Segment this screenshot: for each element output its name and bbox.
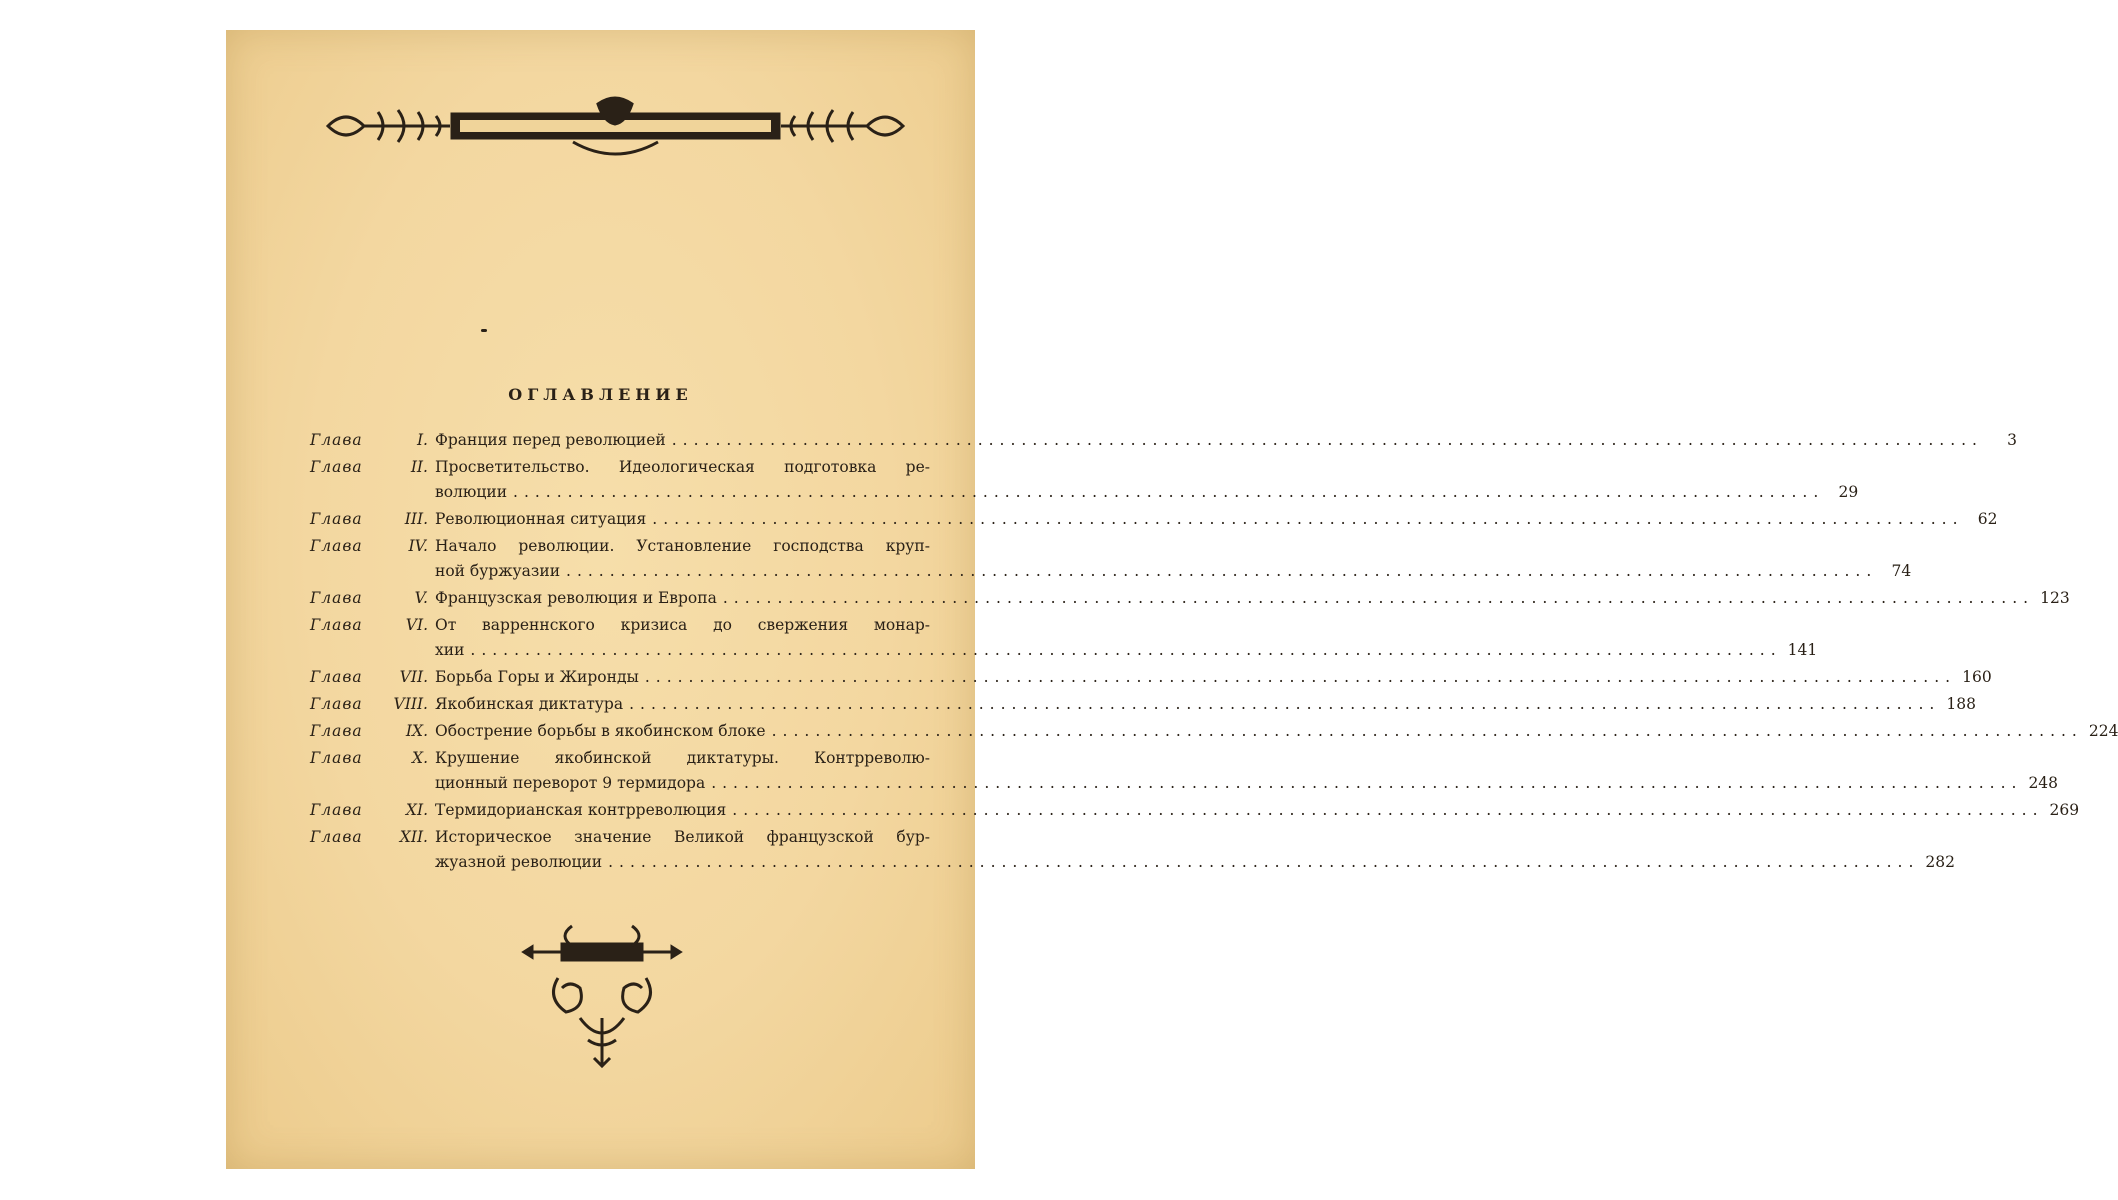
toc-entry-line bbox=[310, 746, 930, 771]
ink-speck bbox=[481, 329, 487, 332]
chapter-title-with-leader bbox=[435, 771, 2059, 796]
book-page bbox=[226, 30, 2118, 1169]
dot-leader: ........................................................................................................................ bbox=[671, 431, 1983, 449]
chapter-word: Глава bbox=[310, 722, 363, 740]
chapter-number: IX. bbox=[405, 722, 428, 740]
toc-entry-line bbox=[310, 586, 2070, 611]
dot-leader: ........................................................................................................................ bbox=[722, 589, 2035, 607]
toc-entry bbox=[310, 455, 1859, 507]
chapter-title: ционный переворот 9 термидора bbox=[435, 774, 706, 792]
dot-leader: ........................................................................................................................ bbox=[652, 510, 1964, 528]
dot-leader: ........................................................................................................................ bbox=[771, 722, 2083, 740]
page-number: 224 bbox=[2088, 722, 2118, 740]
chapter-number: III. bbox=[404, 510, 428, 528]
chapter-title-with-leader bbox=[435, 850, 1955, 875]
toc-entry-line bbox=[310, 480, 1859, 505]
page-number: 282 bbox=[1925, 853, 1955, 871]
chapter-word: Глава bbox=[310, 668, 363, 686]
entry-spacer bbox=[310, 875, 930, 877]
dot-leader: ........................................................................................................................ bbox=[644, 668, 1957, 686]
chapter-title-with-leader bbox=[435, 507, 1998, 532]
chapter-title: Революционная ситуация bbox=[435, 510, 647, 528]
chapter-title: Обострение борьбы в якобинском блоке bbox=[435, 722, 766, 740]
toc-entry bbox=[310, 613, 1818, 665]
chapter-word: Глава bbox=[310, 801, 363, 819]
page-number: 3 bbox=[2007, 431, 2017, 449]
chapter-number: XII. bbox=[399, 828, 428, 846]
toc-entry-line bbox=[310, 665, 1992, 690]
chapter-title: Историческое значение Великой французской бур- bbox=[435, 828, 930, 846]
toc-entry-line bbox=[310, 613, 930, 638]
chapter-title-with-leader bbox=[435, 719, 2118, 744]
chapter-title: Борьба Горы и Жиронды bbox=[435, 668, 639, 686]
chapter-title-with-leader bbox=[435, 638, 1818, 663]
chapter-word: Глава bbox=[310, 431, 363, 449]
chapter-title-with-leader bbox=[435, 798, 2080, 823]
chapter-word: Глава bbox=[310, 695, 363, 713]
toc-entry-line bbox=[310, 559, 1912, 584]
page-number: 74 bbox=[1891, 562, 1912, 580]
chapter-title: От варреннского кризиса до свержения монар- bbox=[435, 616, 930, 634]
page-number: 123 bbox=[2040, 589, 2070, 607]
toc-entry-line bbox=[310, 507, 1998, 532]
toc-entry-line bbox=[310, 825, 930, 850]
chapter-title-with-leader bbox=[435, 692, 1976, 717]
page-number: 62 bbox=[1977, 510, 1998, 528]
page-number: 248 bbox=[2028, 774, 2059, 792]
chapter-word: Глава bbox=[310, 749, 363, 767]
chapter-title-with-leader bbox=[435, 586, 2070, 611]
toc-entry bbox=[310, 665, 1992, 692]
chapter-number: XI. bbox=[405, 801, 428, 819]
chapter-title: Франция перед революцией bbox=[435, 431, 666, 449]
chapter-number: I. bbox=[416, 431, 428, 449]
dot-leader: ........................................................................................................................ bbox=[732, 801, 2044, 819]
page-number: 141 bbox=[1787, 641, 1818, 659]
chapter-title: хии bbox=[435, 641, 465, 659]
dot-leader: ........................................................................................................................ bbox=[711, 774, 2023, 792]
toc-entry bbox=[310, 719, 2118, 746]
chapter-title: волюции bbox=[435, 483, 508, 501]
dot-leader: ........................................................................................................................ bbox=[566, 562, 1878, 580]
chapter-title: жуазной революции bbox=[435, 853, 603, 871]
page-number: 269 bbox=[2049, 801, 2080, 819]
toc-entry-line bbox=[310, 771, 2059, 796]
page-number: 188 bbox=[1946, 695, 1976, 713]
toc-entry bbox=[310, 692, 1976, 719]
toc-entry-line bbox=[310, 428, 2017, 453]
chapter-number: VII. bbox=[399, 668, 428, 686]
toc-entry bbox=[310, 534, 1912, 586]
chapter-title: Просветительство. Идеологическая подготовка ре- bbox=[435, 458, 930, 476]
toc-entry-line bbox=[310, 850, 1955, 875]
chapter-word: Глава bbox=[310, 458, 363, 476]
chapter-title: Французская революция и Европа bbox=[435, 589, 717, 607]
toc-entry-line bbox=[310, 798, 2080, 823]
bottom-ornament-icon bbox=[522, 918, 682, 1068]
chapter-title: Термидорианская контрреволюция bbox=[435, 801, 727, 819]
chapter-word: Глава bbox=[310, 828, 363, 846]
chapter-title: ной буржуазии bbox=[435, 562, 561, 580]
dot-leader: ........................................................................................................................ bbox=[629, 695, 1941, 713]
dot-leader: ........................................................................................................................ bbox=[513, 483, 1825, 501]
page-title: ОГЛАВЛЕНИЕ bbox=[508, 385, 693, 404]
toc-entry-line bbox=[310, 638, 1818, 663]
chapter-number: VI. bbox=[405, 616, 428, 634]
page-number: 160 bbox=[1962, 668, 1992, 686]
chapter-word: Глава bbox=[310, 510, 363, 528]
chapter-word: Глава bbox=[310, 537, 363, 555]
chapter-title-with-leader bbox=[435, 480, 1859, 505]
chapter-title-with-leader bbox=[435, 428, 2017, 453]
table-of-contents bbox=[310, 428, 2118, 877]
toc-entry-line bbox=[310, 719, 2118, 744]
chapter-title-with-leader bbox=[435, 559, 1912, 584]
page-number: 29 bbox=[1838, 483, 1859, 501]
toc-entry bbox=[310, 428, 2017, 455]
toc-entry bbox=[310, 746, 2059, 798]
toc-entry bbox=[310, 586, 2070, 613]
chapter-number: X. bbox=[412, 749, 428, 767]
dot-leader: ........................................................................................................................ bbox=[470, 641, 1782, 659]
chapter-number: IV. bbox=[408, 537, 428, 555]
toc-entry-line bbox=[310, 455, 930, 480]
chapter-word: Глава bbox=[310, 616, 363, 634]
dot-leader: ........................................................................................................................ bbox=[608, 853, 1920, 871]
chapter-number: V. bbox=[414, 589, 428, 607]
chapter-number: VIII. bbox=[393, 695, 428, 713]
chapter-title-with-leader bbox=[435, 665, 1992, 690]
toc-entry-line bbox=[310, 534, 930, 559]
chapter-word: Глава bbox=[310, 589, 363, 607]
top-ornament-icon bbox=[318, 92, 913, 172]
chapter-number: II. bbox=[410, 458, 428, 476]
chapter-title: Крушение якобинской диктатуры. Контрреволю- bbox=[435, 749, 930, 767]
chapter-title: Начало революции. Установление господства круп- bbox=[435, 537, 930, 555]
toc-entry bbox=[310, 798, 2080, 825]
toc-entry bbox=[310, 825, 1955, 877]
toc-entry bbox=[310, 507, 1998, 534]
toc-entry-line bbox=[310, 692, 1976, 717]
chapter-title: Якобинская диктатура bbox=[435, 695, 624, 713]
